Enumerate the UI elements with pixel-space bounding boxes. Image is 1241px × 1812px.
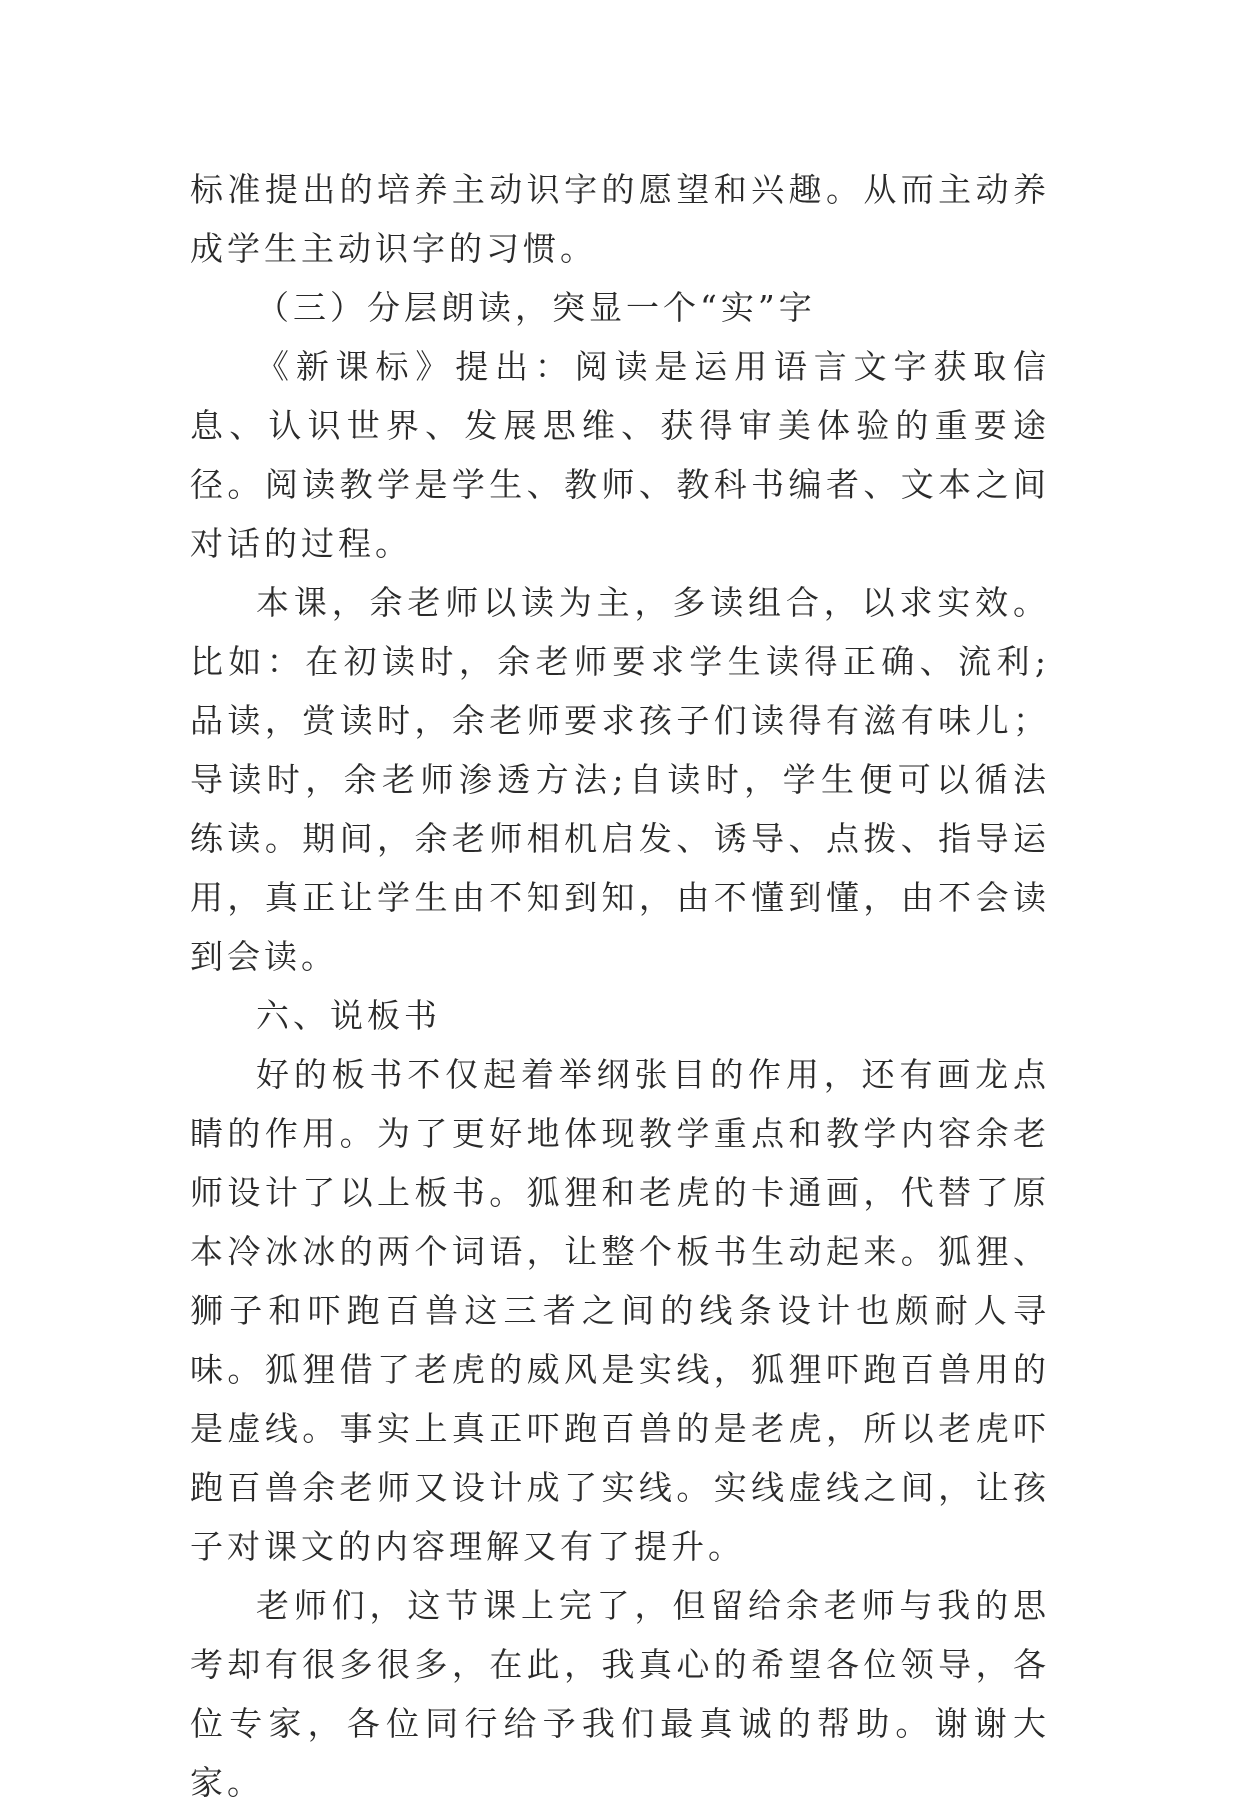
paragraph-new-curriculum: 《新课标》提出：阅读是运用语言文字获取信息、认识世界、发展思维、获得审美体验的重要途径。阅读教学是学生、教师、教科书编者、文本之间对话的过程。 xyxy=(190,347,1050,563)
paragraph-closing: 老师们，这节课上完了，但留给余老师与我的思考却有很多很多，在此，我真心的希望各位领导，各位专家，各位同行给予我们最真诚的帮助。谢谢大家。 xyxy=(190,1586,1050,1802)
paragraph-continuation: 标准提出的培养主动识字的愿望和兴趣。从而主动养成学生主动识字的习惯。 xyxy=(190,170,1050,268)
section-heading-blackboard: 六、说板书 xyxy=(256,996,441,1035)
paragraph-blackboard-design: 好的板书不仅起着举纲张目的作用，还有画龙点睛的作用。为了更好地体现教学重点和教学内容余老师设计了以上板书。狐狸和老虎的卡通画，代替了原本冷冰冰的两个词语，让整个板书生动起来。狐狸、狮子和吓跑百兽这三者之间的线条设计也颇耐人寻味。狐狸借了老虎的威风是实线，狐狸吓跑百兽用的是虚线。事实上真正吓跑百兽的是老虎，所以老虎吓跑百兽余老师又设计成了实线。实线虚线之间，让孩子对课文的内容理解又有了提升。 xyxy=(190,1055,1050,1566)
document-body xyxy=(190,160,1050,1812)
section-heading-reading: （三）分层朗读，突显一个“实”字 xyxy=(256,288,816,327)
paragraph-reading-methods: 本课，余老师以读为主，多读组合，以求实效。比如：在初读时，余老师要求学生读得正确、流利;品读，赏读时，余老师要求孩子们读得有滋有味儿；导读时，余老师渗透方法;自读时，学生便可以循法练读。期间，余老师相机启发、诱导、点拨、指导运用，真正让学生由不知到知，由不懂到懂，由不会读到会读。 xyxy=(190,583,1050,976)
